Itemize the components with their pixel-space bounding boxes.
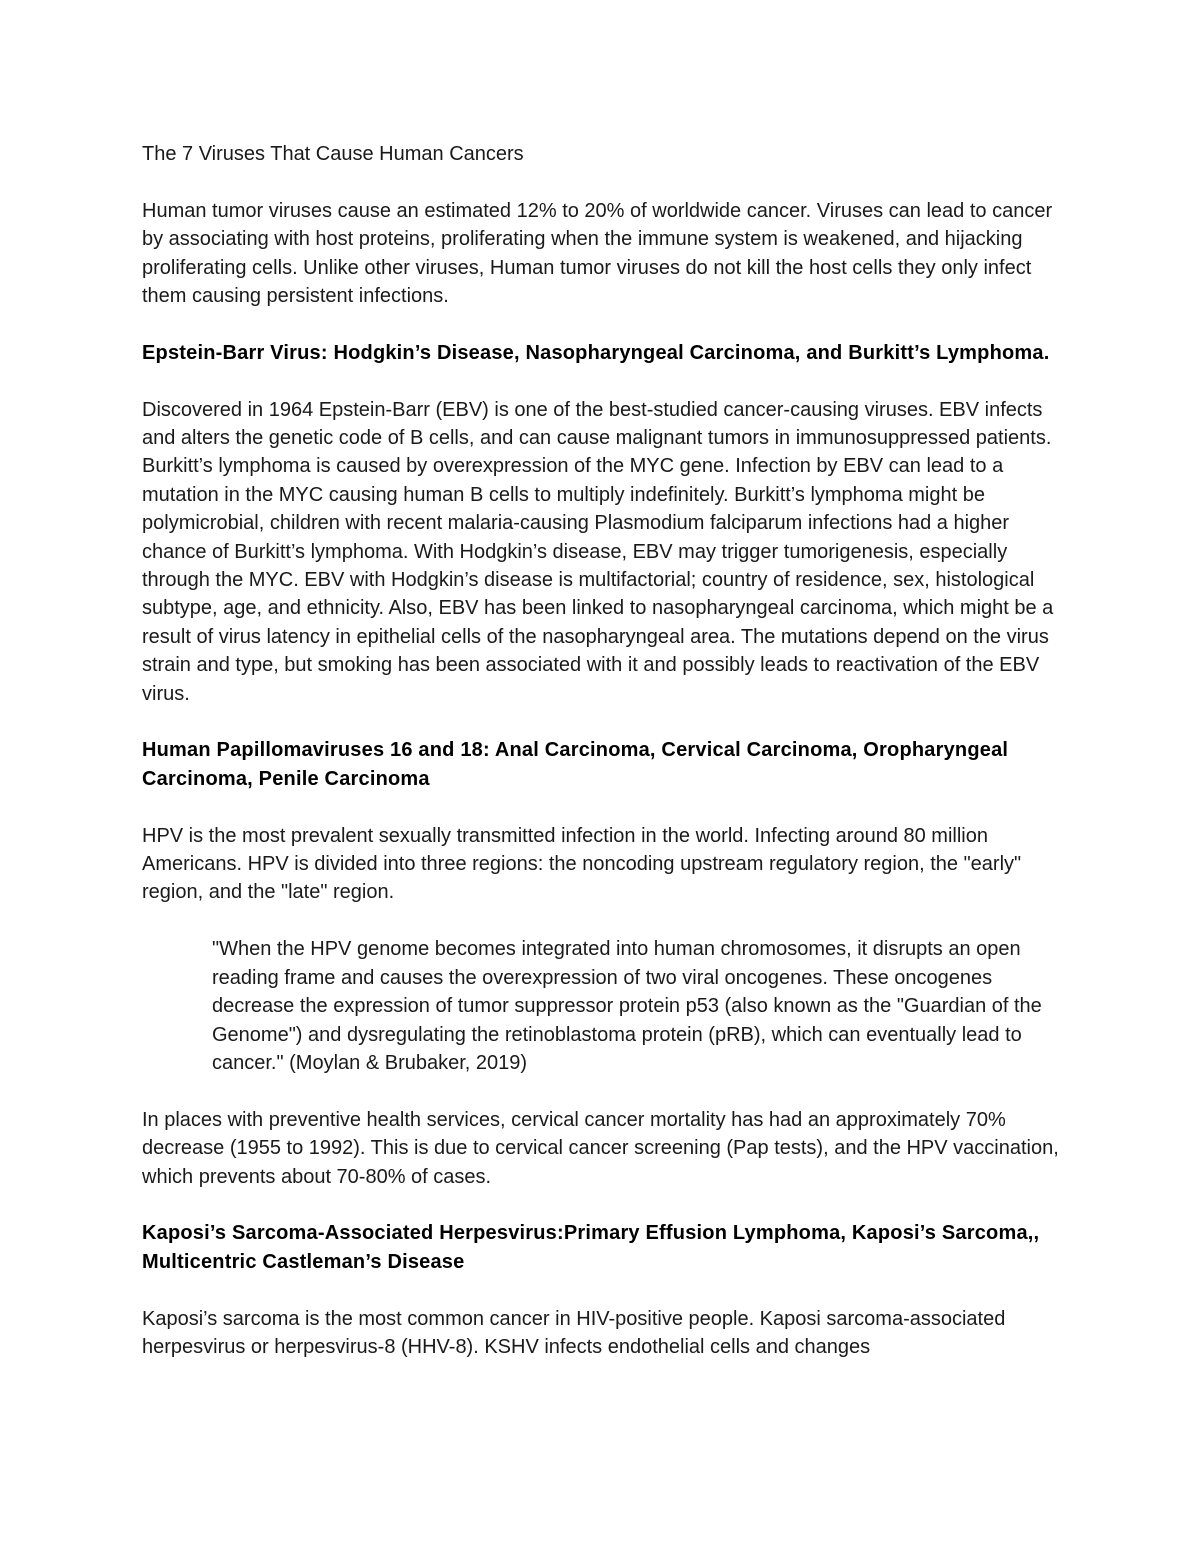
section-body-hpv-2: In places with preventive health services, cervical cancer mortality has had an approximately 70% decrease (1955 to 1992). This is due to cervical cancer screening (Pap tests), and the HPV vaccination, which prevents about 70-80% of cases. [142,1108,1059,1188]
section-heading-ebv: Epstein-Barr Virus: Hodgkin’s Disease, Nasopharyngeal Carcinoma, and Burkitt’s Lymphoma. [142,341,1050,364]
document-body [142,140,1062,1361]
intro-paragraph: Human tumor viruses cause an estimated 12% to 20% of worldwide cancer. Viruses can lead to cancer by associating with host proteins, proliferating when the immune system is weakened, and hijacking proliferating cells. Unlike other viruses, Human tumor viruses do not kill the host cells they only infect them causing persistent infections. [142,199,1053,308]
section-body-kshv: Kaposi’s sarcoma is the most common cancer in HIV-positive people. Kaposi sarcoma-associated herpesvirus or herpesvirus-8 (HHV-8). KSHV infects endothelial cells and changes [142,1307,1006,1358]
section-heading-hpv: Human Papillomaviruses 16 and 18: Anal Carcinoma, Cervical Carcinoma, Oropharyngeal Carcinoma, Penile Carcinoma [142,739,1009,790]
section-heading-kshv: Kaposi’s Sarcoma-Associated Herpesvirus:Primary Effusion Lymphoma, Kaposi’s Sarcoma,, Multicentric Castleman’s Disease [142,1222,1040,1273]
section-body-ebv: Discovered in 1964 Epstein-Barr (EBV) is one of the best-studied cancer-causing viruses. EBV infects and alters the genetic code of B cells, and can cause malignant tumors in immunosuppressed patients. Burkitt’s lymphoma is caused by overexpression of the MYC gene. Infection by EBV can lead to a mutation in the MYC causing human B cells to multiply indefinitely. Burkitt’s lymphoma might be polymicrobial, children with recent malaria-causing Plasmodium falciparum infections had a higher chance of Burkitt’s lymphoma. With Hodgkin’s disease, EBV may trigger tumorigenesis, especially through the MYC. EBV with Hodgkin’s disease is multifactorial; country of residence, sex, histological subtype, age, and ethnicity. Also, EBV has been linked to nasopharyngeal carcinoma, which might be a result of virus latency in epithelial cells of the nasopharyngeal area. The mutations depend on the virus strain and type, but smoking has been associated with it and possibly leads to reactivation of the EBV virus. [142,398,1054,705]
document-title: The 7 Viruses That Cause Human Cancers [142,143,524,165]
section-body-hpv: HPV is the most prevalent sexually transmitted infection in the world. Infecting around 80 million Americans. HPV is divided into three regions: the noncoding upstream regulatory region, the "early" region, and the "late" region. [142,824,1022,904]
block-quote-hpv: "When the HPV genome becomes integrated into human chromosomes, it disrupts an open reading frame and causes the overexpression of two viral oncogenes. These oncogenes decrease the expression of tumor suppressor protein p53 (also known as the "Guardian of the Genome") and dysregulating the retinoblastoma protein (pRB), which can eventually lead to cancer." (Moylan & Brubaker, 2019) [212,938,1042,1074]
